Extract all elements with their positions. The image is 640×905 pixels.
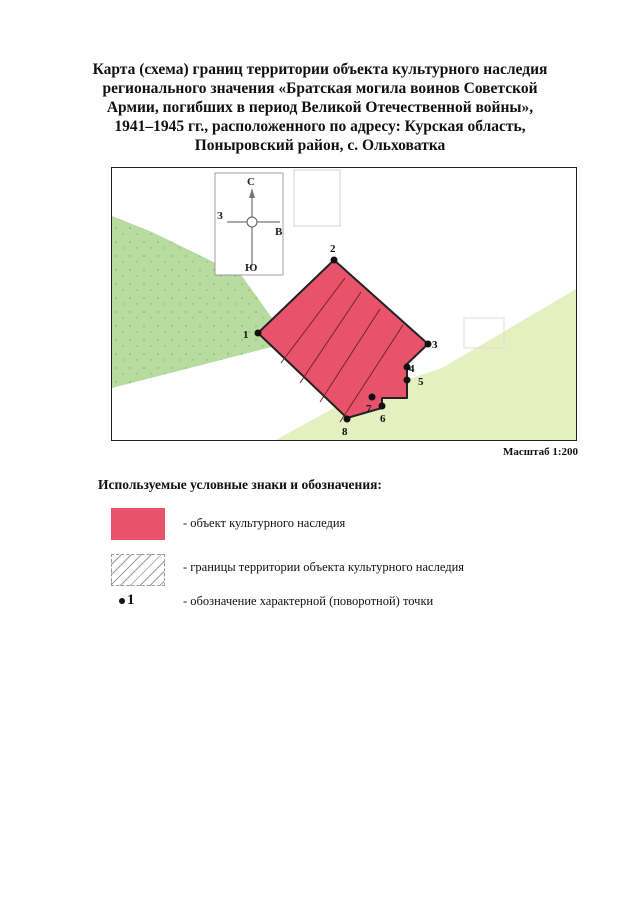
compass-south: Ю (245, 262, 258, 274)
title-line-5: Поныровский район, с. Ольховатка (194, 137, 446, 154)
point-label-3: 3 (432, 339, 438, 351)
legend-text: - обозначение характерной (поворотной) точки (183, 594, 434, 608)
point-7 (369, 394, 376, 401)
compass-east: В (275, 226, 283, 238)
point-5 (404, 377, 411, 384)
compass-north: С (247, 176, 255, 188)
compass-west: З (217, 210, 223, 222)
point-label-6: 6 (380, 413, 386, 425)
map-title (60, 60, 580, 155)
legend-item-object (111, 508, 531, 542)
legend-title: Используемые условные знаки и обозначения: (98, 477, 382, 492)
legend-text: - границы территории объекта культурного наследия (183, 560, 465, 574)
map-scale: Масштаб 1:200 (502, 446, 578, 458)
point-3 (425, 341, 432, 348)
point-label-4: 4 (409, 363, 415, 375)
legend-item-boundary (111, 554, 531, 588)
point-label-5: 5 (418, 376, 424, 388)
compass-center (247, 217, 257, 227)
point-label-2: 2 (330, 243, 336, 255)
point-1 (255, 330, 262, 337)
point-label-8: 8 (342, 426, 348, 438)
point-label-7: 7 (366, 403, 372, 415)
legend-swatch-hatched (111, 554, 165, 586)
compass (215, 173, 283, 275)
title-line-3: Армии, погибших в период Великой Отечественной войны», (106, 99, 534, 116)
legend-point-symbol (119, 592, 135, 609)
heritage-object-area (258, 260, 428, 418)
parcel-outline (294, 170, 340, 226)
legend-text: - объект культурного наследия (183, 516, 346, 530)
point-2 (331, 257, 338, 264)
point-dot-icon (119, 598, 125, 604)
legend-swatch-filled (111, 508, 165, 540)
point-6 (379, 403, 386, 410)
map-frame (111, 167, 577, 441)
legend-point-number: 1 (127, 592, 135, 608)
point-label-1: 1 (243, 329, 249, 341)
point-8 (344, 416, 351, 423)
legend-item-point (111, 592, 531, 626)
title-line-1: Карта (схема) границ территории объекта культурного наследия (92, 61, 548, 78)
title-line-2: регионального значения «Братская могила воинов Советской (102, 80, 538, 97)
map-canvas (112, 168, 577, 441)
title-line-4: 1941–1945 гг., расположенного по адресу: Курская область, (114, 118, 526, 135)
